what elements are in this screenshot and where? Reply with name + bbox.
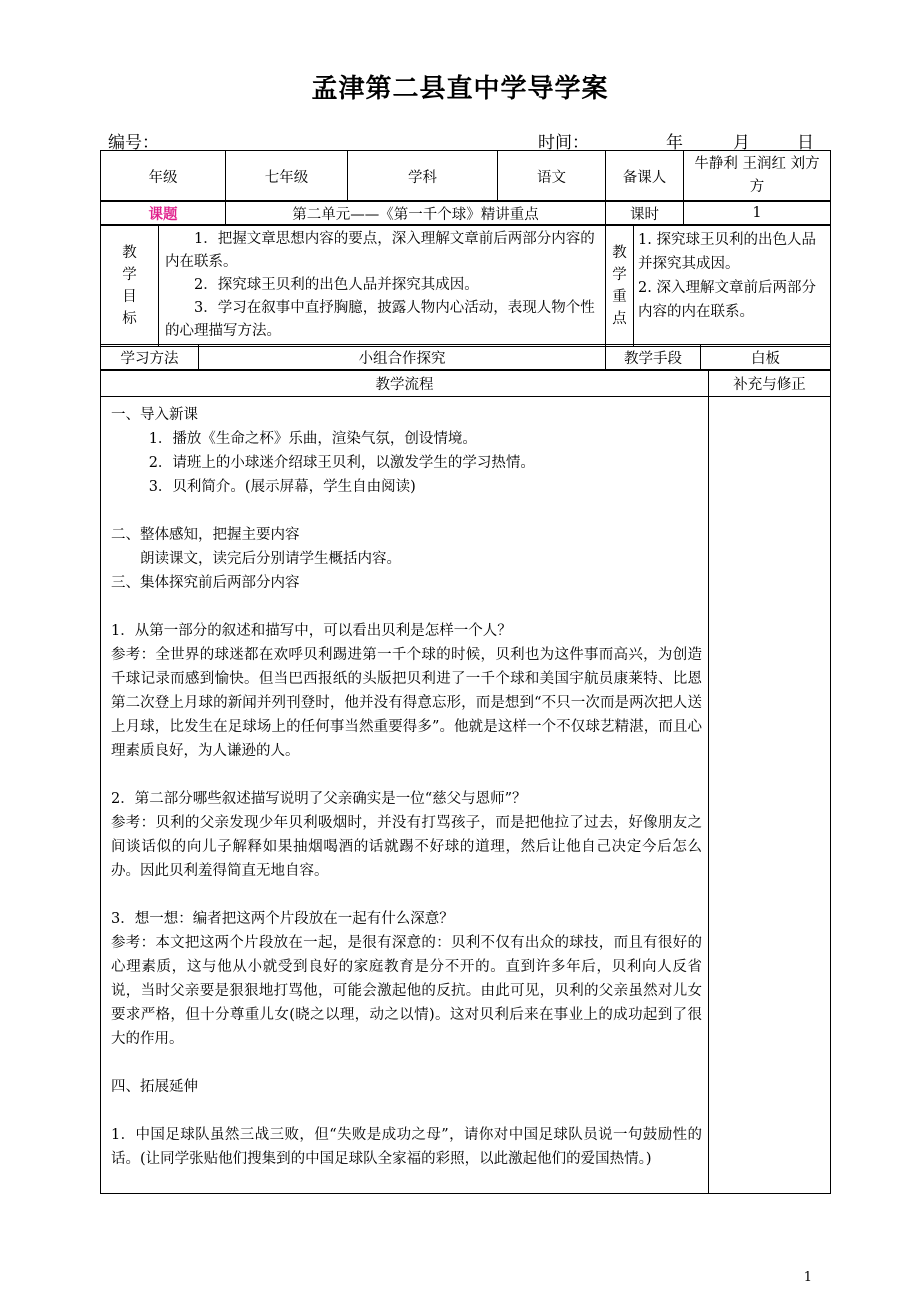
goals-content xyxy=(159,225,606,347)
hours-value: 1 xyxy=(684,201,831,226)
goals-table xyxy=(100,224,831,347)
flow-content xyxy=(101,397,709,1194)
focus-item: 2. 深入理解文章前后两部分内容的内在联系。 xyxy=(638,280,816,320)
number-label: 编号： xyxy=(108,133,159,153)
month-label: 月 xyxy=(733,133,750,153)
section-2-text: 朗读课文，读完后分别请学生概括内容。 xyxy=(140,551,401,567)
list-item: 3．贝利简介。(展示屏幕，学生自由阅读) xyxy=(148,479,416,495)
subject-label: 学科 xyxy=(348,151,498,202)
lesson-table xyxy=(100,200,831,226)
answer-2: 参考：贝利的父亲发现少年贝利吸烟时，并没有打骂孩子，而是把他拉了过去，好像朋友之间谈话似的向儿子解释如果抽烟喝酒的话就踢不好球的道理，然后让他自己决定今后怎么办。因此贝利羞得简直无地自容。 xyxy=(111,815,702,879)
day-label: 日 xyxy=(797,133,814,153)
subject-value: 语文 xyxy=(498,151,606,202)
method-label: 学习方法 xyxy=(101,345,199,371)
preparer-label: 备课人 xyxy=(606,151,684,202)
grade-value: 七年级 xyxy=(226,151,348,202)
answer-1: 参考：全世界的球迷都在欢呼贝利踢进第一千个球的时候，贝利也为这件事而高兴，为创造千球记录而感到愉快。但当巴西报纸的头版把贝利进了一千个球和美国宇航员康莱特、比恩第二次登上月球的新闻并列刊登时，他并没有得意忘形，而是想到“不只一次而是两次把人送上月球，比发生在足球场上的任何事当然重要得多”。他就是这样一个不仅球艺精湛，而且心理素质良好，为人谦逊的人。 xyxy=(111,647,702,759)
section-4-title: 四、拓展延伸 xyxy=(111,1079,198,1095)
goal-item: 2．探究球王贝利的出色人品并探究其成因。 xyxy=(194,277,479,293)
time-label: 时间： xyxy=(538,133,589,153)
section-2-title: 二、整体感知，把握主要内容 xyxy=(111,527,300,543)
section-1-title: 一、导入新课 xyxy=(111,407,198,423)
flow-header: 教学流程 xyxy=(101,370,709,397)
goal-item: 3．学习在叙事中直抒胸臆，披露人物内心活动，表现人物个性的心理描写方法。 xyxy=(165,300,595,339)
goals-label: 教 学 目 标 xyxy=(101,225,159,347)
answer-3: 参考：本文把这两个片段放在一起，是很有深意的：贝利不仅有出众的球技，而且有很好的心理素质，这与他从小就受到良好的家庭教育是分不开的。直到许多年后，贝利向人反省说，当时父亲要是狠狠地打骂他，可能会激起他的反抗。由此可见，贝利的父亲虽然对儿女要求严格，但十分尊重儿女(晓之以理，动之以情)。这对贝利后来在事业上的成功起到了很大的作用。 xyxy=(111,935,702,1047)
flow-table xyxy=(100,369,831,1194)
focus-item: 1. 探究球王贝利的出色人品并探究其成因。 xyxy=(638,232,816,272)
page-title: 孟津第二县直中学导学案 xyxy=(311,74,609,104)
extension-1: 1．中国足球队虽然三战三败，但“失败是成功之母”，请你对中国足球队员说一句鼓励性的话。(让同学张贴他们搜集到的中国足球队全家福的彩照，以此激起他们的爱国热情。) xyxy=(111,1127,702,1167)
year-label: 年 xyxy=(666,133,683,153)
focus-content xyxy=(634,225,831,347)
means-label: 教学手段 xyxy=(606,345,701,371)
method-table xyxy=(100,344,831,371)
lesson-label: 课题 xyxy=(101,201,226,226)
supplement-column xyxy=(709,397,831,1194)
method-value: 小组合作探究 xyxy=(199,345,606,371)
supplement-header: 补充与修正 xyxy=(709,370,831,397)
page-number: 1 xyxy=(803,1270,812,1285)
question-2: 2．第二部分哪些叙述描写说明了父亲确实是一位“慈父与恩师”？ xyxy=(111,791,527,807)
section-3-title: 三、集体探究前后两部分内容 xyxy=(111,575,300,591)
question-1: 1．从第一部分的叙述和描写中，可以看出贝利是怎样一个人？ xyxy=(111,623,512,639)
preparer-value: 牛静利 王润红 刘方方 xyxy=(684,151,831,202)
lesson-title: 第二单元——《第一千个球》精讲重点 xyxy=(226,201,606,226)
question-3: 3．想一想：编者把这两个片段放在一起有什么深意？ xyxy=(111,911,454,927)
means-value: 白板 xyxy=(701,345,831,371)
list-item: 1．播放《生命之杯》乐曲，渲染气氛，创设情境。 xyxy=(148,431,477,447)
hours-label: 课时 xyxy=(606,201,684,226)
list-item: 2．请班上的小球迷介绍球王贝利，以激发学生的学习热情。 xyxy=(148,455,535,471)
goal-item: 1．把握文章思想内容的要点，深入理解文章前后两部分内容的内在联系。 xyxy=(165,231,595,270)
info-table xyxy=(100,150,831,202)
grade-label: 年级 xyxy=(101,151,226,202)
focus-label: 教 学 重 点 xyxy=(606,225,634,347)
